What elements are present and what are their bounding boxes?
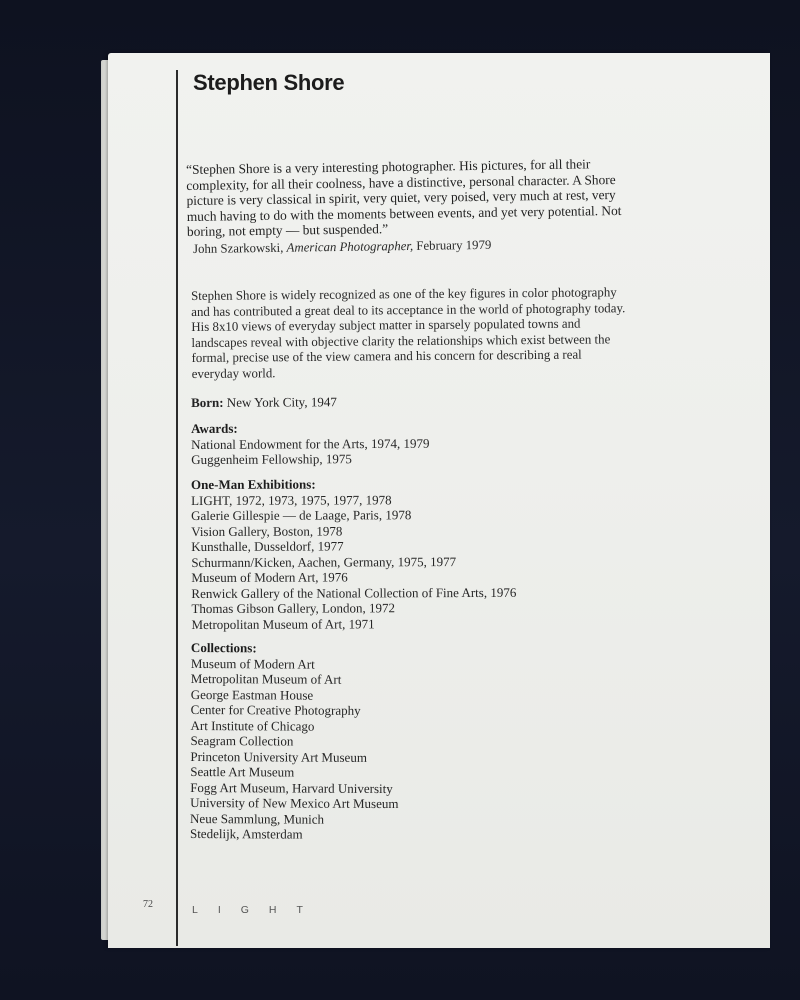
collections-section (190, 640, 631, 844)
awards-section (191, 419, 631, 468)
page-number: 72 (143, 899, 153, 910)
list-item: Museum of Modern Art, 1976 (191, 569, 348, 585)
vertical-rule (176, 70, 178, 946)
quote-author: John Szarkowski, (193, 240, 284, 256)
list-item: LIGHT, 1972, 1973, 1975, 1977, 1978 (191, 491, 392, 508)
list-item: Kunsthalle, Dusseldorf, 1977 (191, 538, 344, 554)
list-item: Renwick Gallery of the National Collection of Fine Arts, 1976 (191, 584, 517, 601)
awards-heading: Awards: (191, 420, 238, 436)
list-item: University of New Mexico Art Museum (190, 794, 399, 812)
quote-date: February 1979 (416, 237, 492, 253)
list-item: Neue Sammlung, Munich (190, 810, 325, 827)
pull-quote: “Stephen Shore is a very interesting photographer. His pictures, for all their complexity, for all their coolness, have a distinctive, personal character. A Shore picture is very classical in spirit, very quiet, very poised, very much at rest, very much having to do with the moments between events, and yet very potential. Not boring, not empty — but suspended.” (186, 156, 622, 240)
list-item: Art Institute of Chicago (190, 717, 315, 734)
list-item: National Endowment for the Arts, 1974, 1979 (191, 435, 430, 452)
list-item: Seagram Collection (190, 732, 294, 749)
list-item: Guggenheim Fellowship, 1975 (191, 451, 352, 467)
list-item: Metropolitan Museum of Art (190, 670, 342, 687)
artist-name-heading: Stephen Shore (193, 70, 345, 95)
list-item: Princeton University Art Museum (190, 748, 368, 765)
list-item: Fogg Art Museum, Harvard University (190, 779, 393, 796)
born-line (191, 393, 631, 411)
collections-heading: Collections: (190, 640, 257, 656)
born-label: Born: (191, 394, 224, 410)
quote-publication: American Photographer, (286, 238, 414, 255)
running-title: LIGHT (192, 904, 323, 916)
list-item: Galerie Gillespie — de Laage, Paris, 1978 (191, 507, 412, 523)
list-item: Stedelijk, Amsterdam (189, 825, 303, 842)
list-item: Thomas Gibson Gallery, London, 1972 (191, 600, 396, 616)
list-item: Vision Gallery, Boston, 1978 (191, 522, 343, 539)
list-item: Schurmann/Kicken, Aachen, Germany, 1975, 1977 (191, 553, 457, 570)
list-item: Metropolitan Museum of Art, 1971 (191, 615, 375, 632)
born-value: New York City, 1947 (226, 394, 337, 410)
intro-paragraph: Stephen Shore is widely recognized as one of the key figures in color photography and has contributed a great deal to its acceptance in the world of photography today. His 8x10 views of everyday subject matter in sparsely populated towns and landscapes reveal with objective clarity the relationships which exist between the formal, precise use of the view camera and his concern for describing a real everyday world. (191, 285, 626, 381)
list-item: George Eastman House (190, 686, 314, 703)
exhibitions-heading: One-Man Exhibitions: (191, 476, 316, 492)
list-item: Center for Creative Photography (190, 701, 361, 718)
exhibitions-section (191, 475, 632, 632)
list-item: Museum of Modern Art (190, 655, 315, 672)
list-item: Seattle Art Museum (190, 763, 295, 780)
